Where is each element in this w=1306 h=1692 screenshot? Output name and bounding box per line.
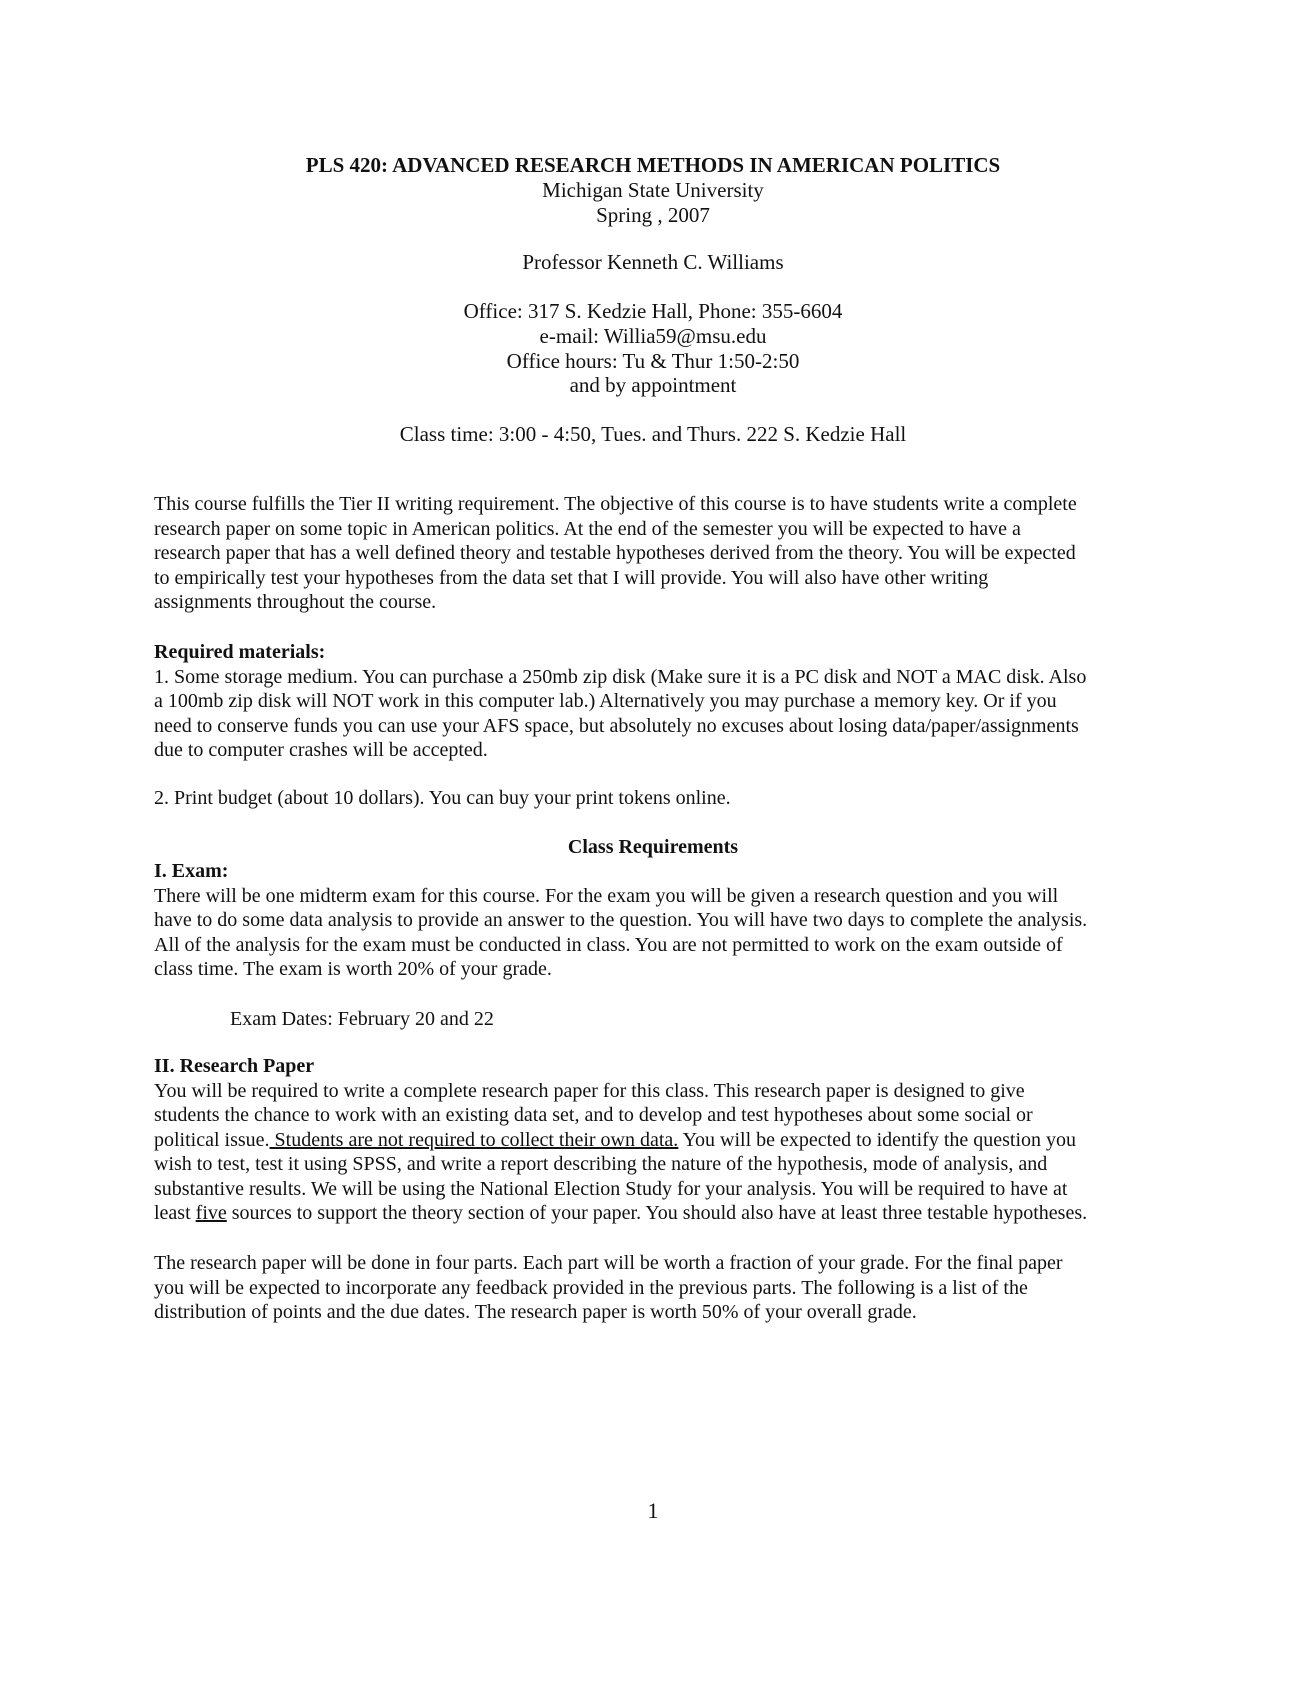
paper-line: students the chance to work with an existing data set, and to develop and test hypotheses about some social or <box>154 1104 1033 1126</box>
term: Spring , 2007 <box>596 203 710 227</box>
materials-line: a 100mb zip disk will NOT work in this computer lab.) Alternatively you may purchase a memory key. Or if you <box>154 690 1057 712</box>
parts-line: distribution of points and the due dates. The research paper is worth 50% of your overall grade. <box>154 1301 917 1323</box>
paper-line: substantive results. We will be using the National Election Study for your analysis. You will be required to have at <box>154 1177 1068 1200</box>
exam-heading: I. Exam: <box>154 860 229 882</box>
five-sources-emphasis: five <box>195 1202 227 1224</box>
print-budget-line: 2. Print budget (about 10 dollars). You can buy your print tokens online. <box>154 787 731 809</box>
intro-line: assignments throughout the course. <box>154 591 437 613</box>
paper-line-text: You will be expected to identify the question you <box>678 1128 1077 1151</box>
intro-line: research paper on some topic in American politics. At the end of the semester you will be expected to have a <box>154 517 1021 540</box>
materials-item-2 <box>154 786 1164 811</box>
materials-heading: Required materials: <box>154 641 326 663</box>
parts-line: The research paper will be done in four parts. Each part will be worth a fraction of your grade. For the final paper <box>154 1252 1063 1274</box>
paper-heading: II. Research Paper <box>154 1055 315 1077</box>
paper-parts-paragraph <box>154 1251 1164 1325</box>
paper-line-text: political issue. <box>154 1128 270 1151</box>
class-time: Class time: 3:00 - 4:50, Tues. and Thurs. 222 S. Kedzie Hall <box>399 422 907 446</box>
office-info: Office: 317 S. Kedzie Hall, Phone: 355-6604 <box>463 299 843 323</box>
materials-line: 1. Some storage medium. You can purchase a 250mb zip disk (Make sure it is a PC disk and NOT a MAC disk. Also <box>154 665 1087 688</box>
parts-line: you will be expected to incorporate any feedback provided in the previous parts. The following is a list of the <box>154 1276 1028 1299</box>
no-collect-data-note: Students are not required to collect their own data. <box>269 1128 679 1151</box>
intro-paragraph <box>154 492 1164 615</box>
research-paper-section <box>154 1054 1164 1226</box>
paper-line <box>154 1201 1164 1226</box>
exam-section <box>154 859 1164 982</box>
paper-line <box>154 1128 1164 1153</box>
requirements-heading: Class Requirements <box>567 836 739 858</box>
intro-line: research paper that has a well defined theory and testable hypotheses derived from the theory. You will be expected <box>154 542 1076 564</box>
materials-line: need to conserve funds you can use your AFS space, but absolutely no excuses about losing data/paper/assignments <box>154 714 1079 737</box>
intro-line: This course fulfills the Tier II writing requirement. The objective of this course is to have students write a complete <box>154 493 1077 515</box>
course-title: PLS 420: ADVANCED RESEARCH METHODS IN AMERICAN POLITICS <box>305 153 1001 177</box>
email-info: e-mail: Willia59@msu.edu <box>539 324 767 348</box>
materials-line: due to computer crashes will be accepted. <box>154 739 488 761</box>
office-hours: Office hours: Tu & Thur 1:50-2:50 <box>506 349 800 373</box>
appointment-note: and by appointment <box>569 373 737 397</box>
materials-section <box>154 640 1164 763</box>
paper-line: wish to test, test it using SPSS, and write a report describing the nature of the hypothesis, mode of analysis, and <box>154 1153 1048 1175</box>
exam-dates: Exam Dates: February 20 and 22 <box>230 1008 494 1030</box>
exam-line: class time. The exam is worth 20% of your grade. <box>154 958 552 980</box>
intro-line: to empirically test your hypotheses from the data set that I will provide. You will also have other writing <box>154 566 989 589</box>
exam-line: have to do some data analysis to provide an answer to the question. You will have two days to complete the analysis. <box>154 909 1088 931</box>
university-name: Michigan State University <box>542 178 764 202</box>
paper-line-text: least <box>154 1202 196 1224</box>
paper-line: You will be required to write a complete research paper for this class. This research paper is designed to give <box>154 1079 1025 1102</box>
paper-line-text: sources to support the theory section of your paper. You should also have at least three testable hypotheses. <box>226 1202 1088 1224</box>
exam-line: There will be one midterm exam for this course. For the exam you will be given a research question and you will <box>154 884 1059 907</box>
exam-dates-block <box>230 1007 1130 1032</box>
page-number: 1 <box>647 1498 659 1523</box>
professor-name: Professor Kenneth C. Williams <box>522 250 784 274</box>
exam-line: All of the analysis for the exam must be conducted in class. You are not permitted to work on the exam outside of <box>154 933 1063 956</box>
